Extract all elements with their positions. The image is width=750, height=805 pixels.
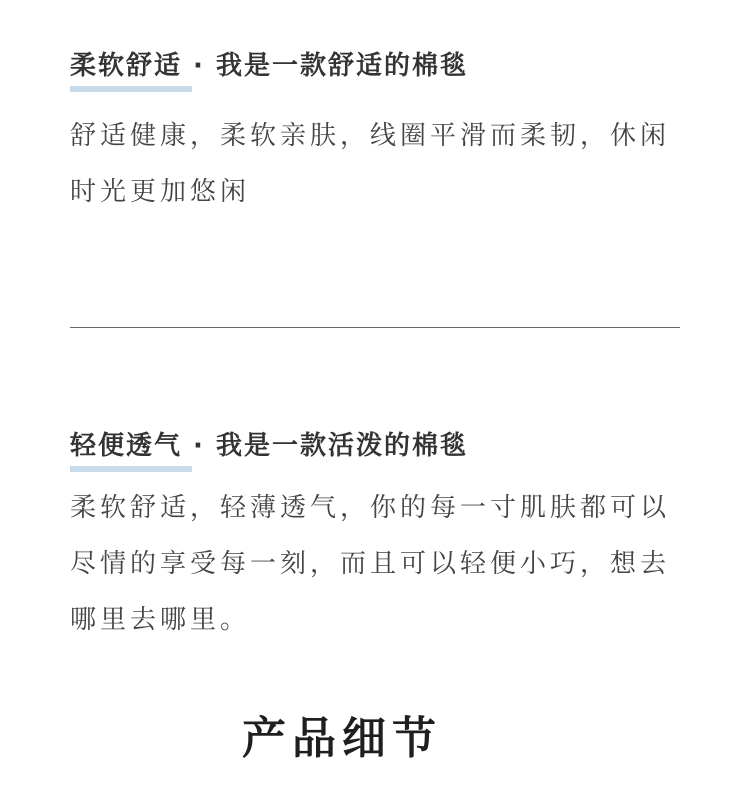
section-divider: [70, 327, 680, 328]
section-heading-light: 轻便透气 · 我是一款活泼的棉毯: [70, 431, 468, 461]
section-body-light: 柔软舒适，轻薄透气，你的每一寸肌肤都可以尽情的享受每一刻，而且可以轻便小巧，想去哪里去哪里。: [70, 493, 671, 635]
section-body-soft: 舒适健康，柔软亲肤，线圈平滑而柔韧，休闲时光更加悠闲: [70, 121, 671, 207]
product-detail-title: 产品细节: [242, 713, 442, 764]
section-heading-soft: 柔软舒适 · 我是一款舒适的棉毯: [70, 51, 468, 81]
feature-section-light: [70, 428, 682, 648]
heading-underline-soft: [70, 86, 192, 92]
heading-underline-light: [70, 466, 192, 472]
feature-section-soft: [70, 48, 682, 220]
